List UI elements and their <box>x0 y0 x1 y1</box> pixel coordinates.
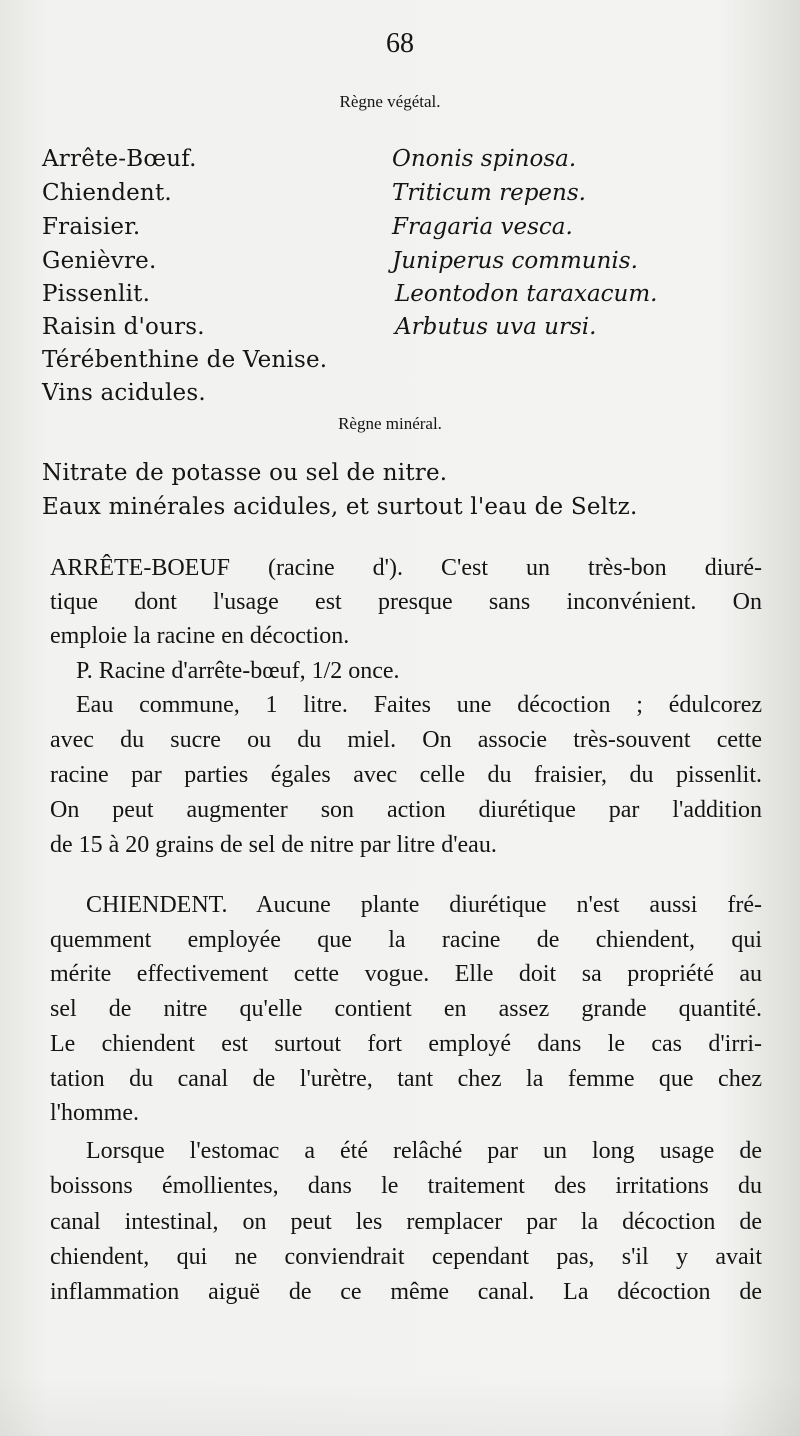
paragraph-line: inflammation aiguë de ce même canal. La décoction de <box>50 1279 762 1305</box>
plant-name: Fraisier. <box>42 214 141 240</box>
section-title-vegetal: Règne végétal. <box>339 92 441 111</box>
paragraph-line: ARRÊTE-BOEUF (racine d'). C'est un très-bon diuré- <box>50 555 762 581</box>
prescription-line: P. Racine d'arrête-bœuf, 1/2 once. <box>76 658 400 684</box>
paragraph-line: mérite effectivement cette vogue. Elle doit sa propriété au <box>50 961 762 987</box>
paragraph-line: boissons émollientes, dans le traitement des irritations du <box>50 1173 762 1199</box>
plant-name: Térébenthine de Venise. <box>42 347 328 373</box>
mineral-item: Eaux minérales acidules, et surtout l'eau de Seltz. <box>42 494 638 520</box>
plant-latin-name: Arbutus uva ursi. <box>395 314 597 340</box>
section-title-mineral: Règne minéral. <box>338 414 442 433</box>
page-bottom-shade <box>0 1376 800 1436</box>
paragraph-line: emploie la racine en décoction. <box>50 623 350 649</box>
paragraph-line: chiendent, qui ne conviendrait cependant pas, s'il y avait <box>50 1244 762 1270</box>
plant-latin-name: Juniperus communis. <box>392 248 638 274</box>
paragraph-line: CHIENDENT. Aucune plante diurétique n'est aussi fré- <box>86 892 762 918</box>
plant-name: Pissenlit. <box>42 281 151 307</box>
plant-name: Raisin d'ours. <box>42 314 205 340</box>
plant-latin-name: Leontodon taraxacum. <box>395 281 658 307</box>
paragraph-line: On peut augmenter son action diurétique par l'addition <box>50 797 762 823</box>
plant-name: Arrête-Bœuf. <box>42 146 197 172</box>
paragraph-line: l'homme. <box>50 1100 139 1126</box>
paragraph-line: tation du canal de l'urètre, tant chez la femme que chez <box>50 1066 762 1092</box>
paragraph-line: canal intestinal, on peut les remplacer par la décoction de <box>50 1209 762 1235</box>
plant-latin-name: Fragaria vesca. <box>392 214 573 240</box>
paragraph-line: avec du sucre ou du miel. On associe très-souvent cette <box>50 727 762 753</box>
paragraph-line: sel de nitre qu'elle contient en assez grande quantité. <box>50 996 762 1022</box>
plant-name: Vins acidules. <box>42 380 206 406</box>
paragraph-line: de 15 à 20 grains de sel de nitre par litre d'eau. <box>50 832 497 858</box>
paragraph-line: tique dont l'usage est presque sans inconvénient. On <box>50 589 762 615</box>
plant-name: Chiendent. <box>42 180 172 206</box>
plant-latin-name: Triticum repens. <box>392 180 586 206</box>
page-number: 68 <box>386 28 414 59</box>
paragraph-line: Le chiendent est surtout fort employé dans le cas d'irri- <box>50 1031 762 1057</box>
plant-name: Genièvre. <box>42 248 157 274</box>
mineral-item: Nitrate de potasse ou sel de nitre. <box>42 460 448 486</box>
paragraph-line: racine par parties égales avec celle du fraisier, du pissenlit. <box>50 762 762 788</box>
paragraph-line: Eau commune, 1 litre. Faites une décoction ; édulcorez <box>76 692 762 718</box>
paragraph-line: Lorsque l'estomac a été relâché par un long usage de <box>86 1138 762 1164</box>
paragraph-line: quemment employée que la racine de chiendent, qui <box>50 927 762 953</box>
plant-latin-name: Ononis spinosa. <box>392 146 577 172</box>
